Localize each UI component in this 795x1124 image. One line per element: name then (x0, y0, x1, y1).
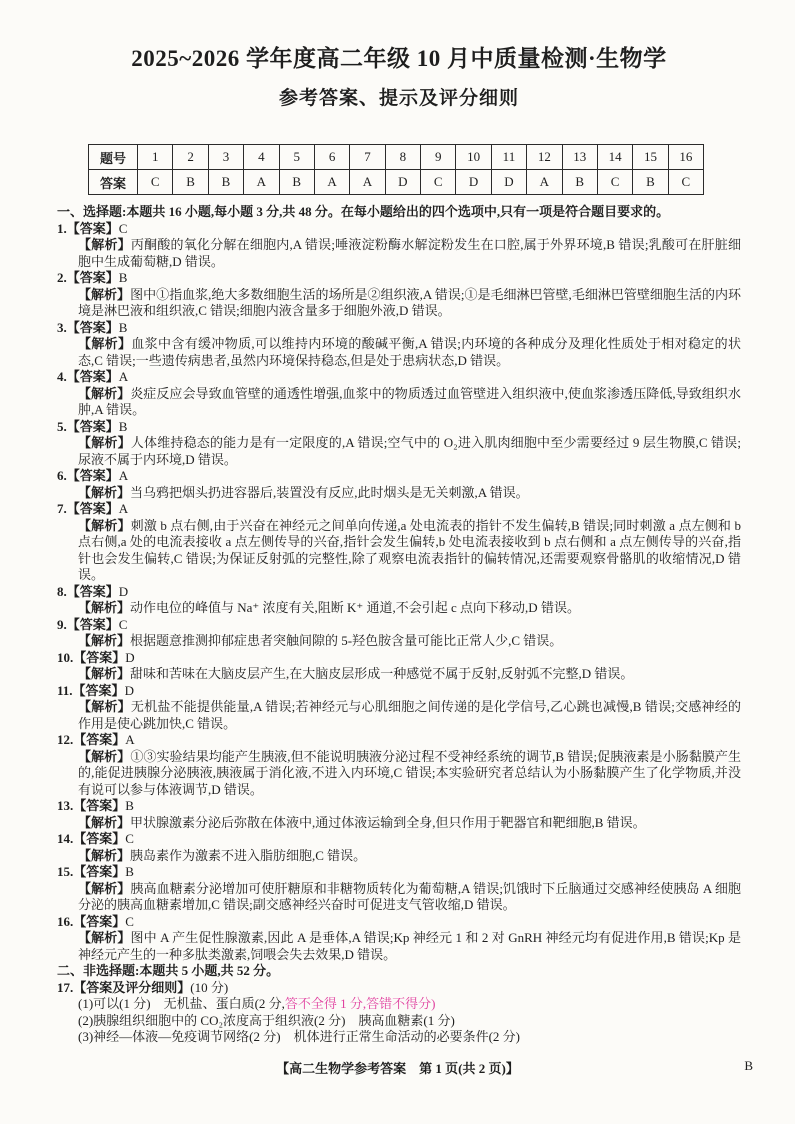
answer-item-15 (57, 864, 741, 914)
analysis-label: 【解析】 (78, 847, 131, 863)
explanation (78, 287, 741, 320)
item-number: 3. (57, 319, 67, 335)
explanation-text: 甲状腺激素分泌后弥散在体液中,通过体液运输到全身,但只作用于靶器官和靶细胞,B 错误。 (130, 814, 646, 830)
answer-label: 【答案】 (66, 220, 119, 236)
table-row-answers (89, 170, 704, 195)
item-number: 7. (57, 501, 67, 516)
answer-line (57, 683, 741, 700)
analysis-label: 【解析】 (78, 699, 131, 714)
answer-item-9 (57, 617, 741, 650)
answer-line (57, 501, 741, 518)
answer-cell: B (279, 170, 314, 195)
answer-value: B (125, 798, 134, 813)
answer-item-1 (57, 221, 741, 271)
answer-cell: C (668, 170, 703, 195)
answer-value: A (118, 501, 129, 516)
analysis-label: 【解析】 (78, 286, 131, 302)
answer-label: 【答案】 (73, 831, 126, 846)
answer-cell: B (173, 170, 208, 195)
analysis-label: 【解析】 (78, 517, 131, 533)
table-row-numbers (89, 145, 704, 170)
question-number-cell: 5 (279, 145, 314, 170)
page-footer: 【高二生物学参考答案 第 1 页(共 2 页)】 (276, 1061, 519, 1076)
explanation (78, 600, 741, 617)
answer-item-14 (57, 831, 741, 864)
scoring-line-2 (78, 1013, 741, 1030)
answer-label: 【答案】 (73, 798, 126, 813)
item-number: 8. (57, 583, 67, 599)
analysis-label: 【解析】 (78, 385, 131, 401)
answer-line (57, 650, 741, 667)
explanation (78, 848, 741, 865)
answer-cell: C (597, 170, 632, 195)
item-number: 17. (57, 979, 74, 995)
answer-label: 【答案】 (66, 501, 119, 516)
answer-value: A (118, 468, 129, 483)
answer-item-17 (57, 980, 741, 1046)
question-number-cell: 4 (244, 145, 279, 170)
item-number: 9. (57, 616, 67, 632)
answer-value: B (118, 319, 128, 335)
scoring-line-3 (78, 1029, 741, 1046)
section1-heading: 一、选择题:本题共 16 小题,每小题 3 分,共 48 分。在每小题给出的四个选项中,只有一项是符合题目要求的。 (57, 204, 670, 219)
answer-item-11 (57, 683, 741, 733)
answer-value: D (125, 649, 135, 665)
answer-item-10 (57, 650, 741, 683)
answer-value: D (118, 583, 129, 599)
scoring-text: (3)神经—体液—免疫调节网络(2 分) 机体进行正常生命活动的必要条件(2 分) (78, 1029, 520, 1044)
answer-line (57, 584, 741, 601)
item-number: 2. (57, 270, 67, 285)
question-number-cell: 16 (668, 145, 703, 170)
analysis-label: 【解析】 (78, 666, 131, 681)
question-number-cell: 10 (456, 145, 491, 170)
answer-line (57, 468, 741, 485)
analysis-label: 【解析】 (78, 880, 131, 896)
scoring-header-line (57, 980, 741, 997)
answer-cell: B (562, 170, 597, 195)
answer-value: B (118, 418, 128, 434)
answer-label: 【答案】 (66, 583, 119, 599)
answer-item-6 (57, 468, 741, 501)
answer-cell: D (385, 170, 420, 195)
row-header-question: 题号 (89, 145, 138, 170)
explanation-text: 根据题意推测抑郁症患者突触间隙的 5-羟色胺含量可能比正常人少,C 错误。 (130, 633, 563, 648)
answer-cell: D (491, 170, 526, 195)
answer-key-table (88, 144, 704, 195)
item-number: 11. (57, 682, 73, 698)
explanation-text: 图中①指血浆,绝大多数细胞生活的场所是②组织液,A 错误;①是毛细淋巴管壁,毛细淋巴管壁细胞生活的内环境是淋巴液和组织液,C 错误;细胞内液含量多于细胞外液,D 错误。 (78, 286, 741, 318)
question-number-cell: 9 (421, 145, 456, 170)
question-number-cell: 6 (314, 145, 349, 170)
answer-item-8 (57, 584, 741, 617)
explanation (78, 881, 741, 914)
answer-value: B (118, 270, 128, 285)
analysis-label: 【解析】 (78, 814, 131, 830)
analysis-label: 【解析】 (78, 748, 131, 764)
question-number-cell: 12 (527, 145, 562, 170)
explanation-text: 人体维持稳态的能力是有一定限度的,A 错误;空气中的 O₂进入肌肉细胞中至少需要经过 9 层生物膜,C 错误;尿液不属于内环境,D 错误。 (78, 435, 741, 467)
answer-cell: B (208, 170, 243, 195)
answer-line (57, 831, 741, 848)
explanation-text: 当乌鸦把烟头扔进容器后,装置没有反应,此时烟头是无关刺激,A 错误。 (130, 484, 529, 500)
explanation-text: 刺激 b 点右侧,由于兴奋在神经元之间单向传递,a 处电流表的指针不发生偏转,B 错误;同时刺激 a 点左侧和 b 点右侧,a 处的电流表接收 a 点左侧传导的兴奋,指针会发生偏转,b 处电流表接收到 b 点右侧和 a 点左侧传导的兴奋,指针也会发生偏转,C 错误;为保证反射弧的完整性,除了观察电流表指针的偏转情况,还需要观察骨骼肌的收缩情况,D 错误。 (78, 517, 741, 582)
row-header-answer: 答案 (89, 170, 138, 195)
answer-label: 【答案】 (73, 649, 126, 665)
answer-line (57, 369, 741, 386)
answer-label: 【答案】 (73, 913, 126, 929)
solutions-body (57, 204, 741, 1046)
answer-label: 【答案】 (72, 682, 125, 698)
answer-line (57, 798, 741, 815)
scoring-label: 【答案及评分细则】 (73, 979, 191, 995)
answer-label: 【答案】 (66, 616, 119, 632)
item-number: 16. (57, 913, 74, 929)
item-number: 14. (57, 831, 74, 846)
explanation (78, 386, 741, 419)
answer-cell: C (421, 170, 456, 195)
answer-item-7 (57, 501, 741, 584)
scoring-text: (2)胰腺组织细胞中的 CO₂浓度高于组织液(2 分) 胰高血糖素(1 分) (78, 1012, 455, 1028)
answer-label: 【答案】 (73, 864, 126, 879)
answer-line (57, 320, 741, 337)
scoring-line-1 (78, 996, 741, 1013)
question-number-cell: 8 (385, 145, 420, 170)
analysis-label: 【解析】 (78, 484, 131, 500)
answer-cell: B (633, 170, 668, 195)
answer-line (57, 419, 741, 436)
explanation-text: 图中 A 产生促性腺激素,因此 A 是垂体,A 错误;Kp 神经元 1 和 2 对 GnRH 神经元均有促进作用,B 错误;Kp 是神经元产生的一种多肽类激素,饲喂会失去效果,D 错误。 (78, 930, 741, 962)
section2-heading: 二、非选择题:本题共 5 小题,共 52 分。 (57, 963, 280, 978)
item-number: 12. (57, 732, 74, 747)
analysis-label: 【解析】 (78, 435, 131, 450)
answer-cell: C (138, 170, 173, 195)
explanation (78, 237, 741, 270)
explanation-text: 动作电位的峰值与 Na⁺ 浓度有关,阻断 K⁺ 通道,不会引起 c 点向下移动,D 错误。 (130, 600, 580, 615)
answer-line (57, 732, 741, 749)
explanation-text: 血浆中含有缓冲物质,可以维持内环境的酸碱平衡,A 错误;内环境的各种成分及理化性质处于相对稳定的状态,C 错误;一些遗传病患者,虽然内环境保持稳态,但是处于患病状态,D 错误。 (78, 336, 741, 368)
explanation (78, 749, 741, 799)
answer-item-4 (57, 369, 741, 419)
answer-value: C (118, 616, 128, 632)
item-number: 1. (57, 220, 67, 236)
answer-cell: A (244, 170, 279, 195)
analysis-label: 【解析】 (78, 600, 131, 615)
answer-item-12 (57, 732, 741, 798)
question-number-cell: 1 (138, 145, 173, 170)
page-subtitle: 参考答案、提示及评分细则 (278, 88, 519, 109)
explanation (78, 485, 741, 502)
answer-item-3 (57, 320, 741, 370)
answer-item-2 (57, 270, 741, 320)
answer-label: 【答案】 (73, 732, 126, 747)
explanation-text: ①③实验结果均能产生胰液,但不能说明胰液分泌过程不受神经系统的调节,B 错误;促胰液素是小肠黏膜产生的,能促进胰腺分泌胰液,胰液属于消化液,不进入内环境,C 错误;本实验研究者总结认为小肠黏膜产生了化学物质,并没有说可以参与体液调节,D 错误。 (78, 748, 741, 797)
answer-value: B (125, 864, 134, 879)
answer-line (57, 914, 741, 931)
answer-line (57, 221, 741, 238)
question-number-cell: 3 (208, 145, 243, 170)
item-number: 4. (57, 369, 67, 384)
question-number-cell: 13 (562, 145, 597, 170)
explanation (78, 815, 741, 832)
explanation (78, 435, 741, 468)
explanation-text: 胰岛素作为激素不进入脂肪细胞,C 错误。 (130, 847, 367, 863)
answer-cell: A (350, 170, 385, 195)
explanation-text: 甜味和苦味在大脑皮层产生,在大脑皮层形成一种感觉不属于反射,反射弧不完整,D 错误。 (130, 666, 634, 681)
answer-cell: A (527, 170, 562, 195)
answer-value: C (118, 220, 128, 236)
explanation-text: 胰高血糖素分泌增加可使肝糖原和非糖物质转化为葡萄糖,A 错误;饥饿时下丘脑通过交感神经使胰岛 A 细胞分泌的胰高血糖素增加,C 错误;副交感神经兴奋时可促进支气管收缩,D 错误。 (78, 880, 741, 912)
answer-label: 【答案】 (66, 270, 119, 285)
explanation-text: 无机盐不能提供能量,A 错误;若神经元与心肌细胞之间传递的是化学信号,乙心跳也减慢,B 错误;交感神经的作用是使心跳加快,C 错误。 (78, 699, 741, 731)
analysis-label: 【解析】 (78, 633, 131, 648)
explanation (78, 518, 741, 584)
item-number: 6. (57, 468, 67, 483)
explanation (78, 633, 741, 650)
answer-label: 【答案】 (66, 468, 119, 483)
answer-item-5 (57, 419, 741, 469)
answer-line (57, 270, 741, 287)
answer-cell: D (456, 170, 491, 195)
answer-line (57, 617, 741, 634)
answer-item-16 (57, 914, 741, 964)
answer-value: A (125, 732, 135, 747)
answer-value: C (125, 831, 134, 846)
explanation (78, 666, 741, 683)
question-number-cell: 2 (173, 145, 208, 170)
explanation (78, 930, 741, 963)
answer-item-13 (57, 798, 741, 831)
highlight-close: ) (431, 996, 436, 1011)
answer-value: C (125, 913, 134, 929)
question-number-cell: 14 (597, 145, 632, 170)
item-number: 13. (57, 798, 74, 813)
answer-label: 【答案】 (66, 418, 119, 434)
explanation (78, 699, 741, 732)
question-number-cell: 11 (491, 145, 526, 170)
analysis-label: 【解析】 (78, 237, 131, 252)
answer-line (57, 864, 741, 881)
question-number-cell: 7 (350, 145, 385, 170)
answer-cell: A (314, 170, 349, 195)
answer-value: D (124, 682, 134, 698)
highlight-text: 答不全得 1 分,答错不得分 (284, 996, 432, 1011)
scoring-text: (1)可以(1 分) 无机盐、蛋白质(2 分, (78, 996, 285, 1011)
booklet-code: B (744, 1058, 753, 1073)
answer-value: A (118, 369, 129, 384)
answer-label: 【答案】 (66, 369, 119, 384)
item-number: 5. (57, 418, 67, 434)
answer-label: 【答案】 (66, 319, 119, 335)
explanation-text: 丙酮酸的氧化分解在细胞内,A 错误;唾液淀粉酶水解淀粉发生在口腔,属于外界环境,B 错误;乳酸可在肝脏细胞中生成葡萄糖,D 错误。 (78, 237, 741, 269)
analysis-label: 【解析】 (78, 930, 131, 945)
scoring-points: (10 分) (190, 979, 229, 995)
explanation (78, 336, 741, 369)
item-number: 15. (57, 864, 74, 879)
explanation-text: 炎症反应会导致血管壁的通透性增强,血浆中的物质透过血管壁进入组织液中,使血浆渗透压降低,导致组织水肿,A 错误。 (78, 385, 741, 417)
analysis-label: 【解析】 (78, 336, 132, 351)
item-number: 10. (57, 649, 74, 665)
question-number-cell: 15 (633, 145, 668, 170)
page-title: 2025~2026 学年度高二年级 10 月中质量检测·生物学 (131, 46, 667, 71)
